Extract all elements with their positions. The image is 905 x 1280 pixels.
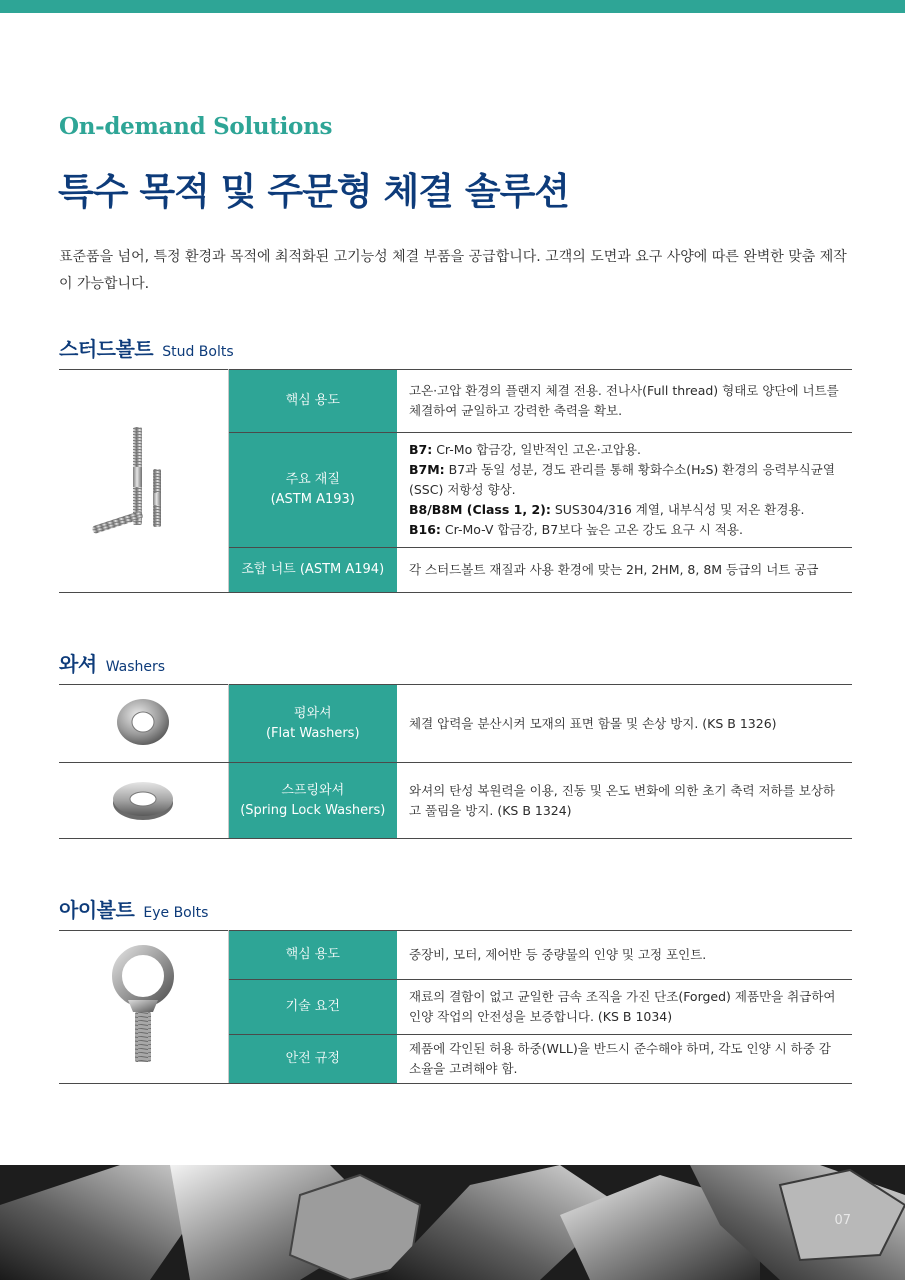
stud-bolts-heading bbox=[59, 333, 234, 362]
washers-table bbox=[59, 684, 852, 839]
material-item-b16 bbox=[409, 520, 840, 540]
stud-bolts-title-en: Stud Bolts bbox=[162, 344, 234, 360]
stud-desc-nut: 각 스터드볼트 재질과 사용 환경에 맞는 2H, 2HM, 8, 8M 등급의 너트 공급 bbox=[397, 548, 852, 593]
eye-bolts-heading bbox=[59, 894, 208, 923]
stud-bolts-table bbox=[59, 369, 852, 593]
spring-washer-image bbox=[59, 763, 228, 839]
eye-desc-tech: 재료의 결함이 없고 균일한 금속 조직을 가진 단조(Forged) 제품만을 취급하여 인양 작업의 안전성을 보증합니다. (KS B 1034) bbox=[397, 980, 852, 1035]
material-item-b7m bbox=[409, 460, 840, 500]
page-number: 07 bbox=[834, 1213, 851, 1228]
top-accent-bar bbox=[0, 0, 905, 13]
eye-bolt-icon bbox=[98, 940, 188, 1070]
section-eyebrow: On-demand Solutions bbox=[59, 113, 333, 140]
washer-label-flat-line1: 평와셔 bbox=[293, 705, 332, 721]
bolts-photo-icon bbox=[0, 1165, 905, 1280]
material-key: B8/B8M (Class 1, 2): bbox=[409, 502, 551, 517]
eye-bolts-table bbox=[59, 930, 852, 1084]
material-text: B7과 동일 성분, 경도 관리를 통해 황화수소(H₂S) 환경의 응력부식균열(SSC) 저항성 향상. bbox=[409, 462, 835, 497]
washers-heading bbox=[59, 648, 165, 677]
bolts-photo-banner bbox=[0, 1165, 905, 1280]
eye-label-safety: 안전 규정 bbox=[228, 1035, 397, 1084]
material-text: SUS304/316 계열, 내부식성 및 저온 환경용. bbox=[550, 502, 805, 517]
stud-label-material-line1: 주요 재질 bbox=[285, 472, 340, 487]
stud-bolt-image bbox=[59, 370, 228, 593]
flat-washer-image bbox=[59, 685, 228, 763]
washers-title-en: Washers bbox=[105, 659, 166, 675]
stud-label-usage: 핵심 용도 bbox=[228, 370, 397, 433]
stud-desc-material bbox=[397, 433, 852, 548]
washer-label-flat-line2: (Flat Washers) bbox=[265, 725, 360, 741]
eye-bolts-title-ko: 아이볼트 bbox=[59, 898, 135, 922]
material-key: B7M: bbox=[409, 462, 445, 477]
stud-label-nut: 조합 너트 (ASTM A194) bbox=[228, 548, 397, 593]
flat-washer-icon bbox=[113, 697, 173, 747]
eye-label-usage: 핵심 용도 bbox=[228, 931, 397, 980]
washer-label-spring-line1: 스프링와셔 bbox=[281, 782, 345, 798]
eye-bolts-title-en: Eye Bolts bbox=[143, 905, 209, 921]
page-title: 특수 목적 및 주문형 체결 솔루션 bbox=[58, 170, 570, 213]
table-row bbox=[59, 370, 852, 433]
washer-label-flat bbox=[228, 685, 397, 763]
table-row bbox=[59, 685, 852, 763]
material-item-b8 bbox=[409, 500, 840, 520]
intro-paragraph: 표준품을 넘어, 특정 환경과 목적에 최적화된 고기능성 체결 부품을 공급합니다. 고객의 도면과 요구 사양에 따른 완벽한 맞춤 제작이 가능합니다. bbox=[59, 249, 847, 292]
eye-label-tech: 기술 요건 bbox=[228, 980, 397, 1035]
eye-bolt-image bbox=[59, 931, 228, 1084]
eye-desc-safety: 제품에 각인된 허용 하중(WLL)을 반드시 준수해야 하며, 각도 인양 시 하중 감소율을 고려해야 함. bbox=[397, 1035, 852, 1084]
stud-bolts-title-ko: 스터드볼트 bbox=[59, 337, 154, 361]
stud-label-material bbox=[228, 433, 397, 548]
table-row bbox=[59, 931, 852, 980]
washer-label-spring-line2: (Spring Lock Washers) bbox=[240, 802, 386, 818]
material-item-b7 bbox=[409, 440, 840, 460]
stud-desc-usage: 고온·고압 환경의 플랜지 체결 전용. 전나사(Full thread) 형태로 양단에 너트를 체결하여 균일하고 강력한 축력을 확보. bbox=[397, 370, 852, 433]
washer-desc-flat: 체결 압력을 분산시켜 모재의 표면 함몰 및 손상 방지. (KS B 1326) bbox=[397, 685, 852, 763]
stud-label-material-line2: (ASTM A193) bbox=[270, 492, 355, 507]
material-text: Cr-Mo-V 합금강, B7보다 높은 고온 강도 요구 시 적용. bbox=[440, 522, 743, 537]
material-text: Cr-Mo 합금강, 일반적인 고온·고압용. bbox=[432, 442, 641, 457]
table-row bbox=[59, 763, 852, 839]
eye-desc-usage: 중장비, 모터, 제어반 등 중량물의 인양 및 고정 포인트. bbox=[397, 931, 852, 980]
spring-washer-icon bbox=[108, 774, 178, 824]
material-key: B7: bbox=[409, 442, 433, 457]
material-key: B16: bbox=[409, 522, 441, 537]
washer-label-spring bbox=[228, 763, 397, 839]
stud-bolt-icon bbox=[83, 419, 203, 539]
washers-title-ko: 와셔 bbox=[59, 652, 97, 676]
washer-desc-spring: 와셔의 탄성 복원력을 이용, 진동 및 온도 변화에 의한 초기 축력 저하를 보상하고 풀림을 방지. (KS B 1324) bbox=[397, 763, 852, 839]
